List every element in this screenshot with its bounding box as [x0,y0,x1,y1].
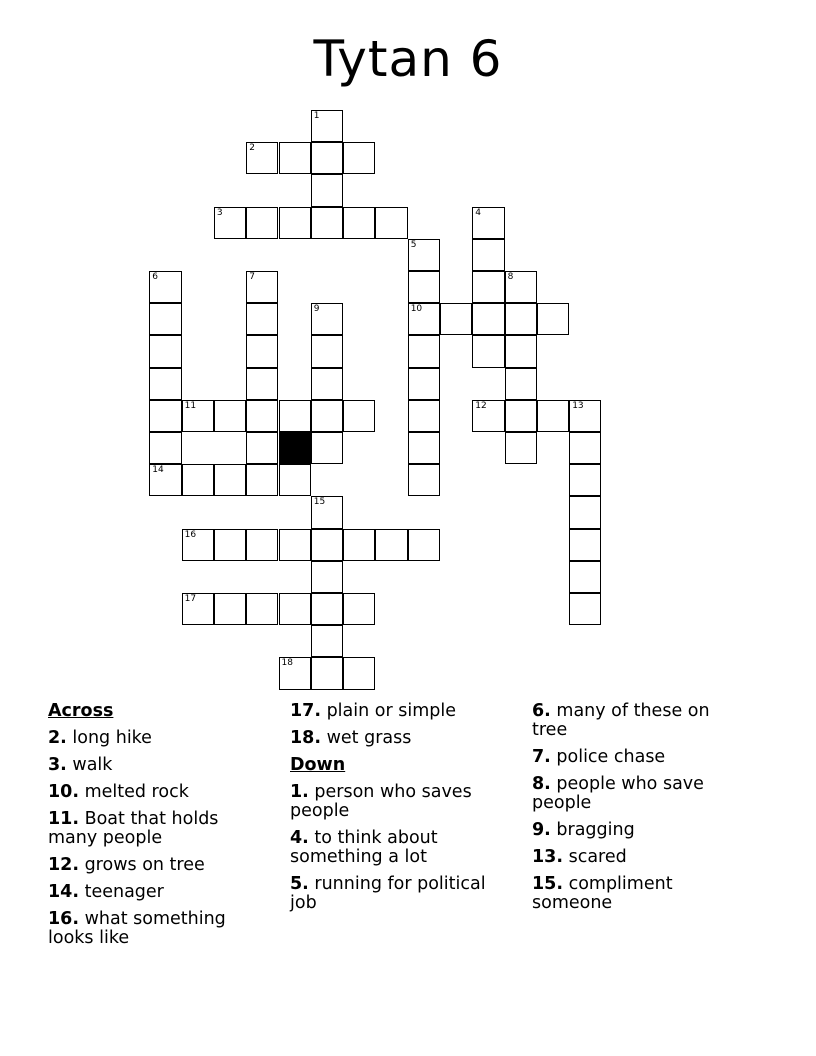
clue-number: 16. [48,909,80,929]
grid-cell[interactable] [408,400,440,432]
clue-text: person who saves people [290,782,472,821]
clue-text: wet grass [321,728,412,748]
clue-item [48,910,263,948]
grid-cell[interactable] [246,271,278,303]
grid-cell[interactable] [375,529,407,561]
grid-cell[interactable] [408,303,440,335]
grid-cell[interactable] [214,529,246,561]
clues-column-2 [290,702,512,921]
grid-cell[interactable] [182,464,214,496]
cell-number: 7 [249,272,255,282]
cell-number: 3 [216,207,223,218]
down-clue-list [290,783,512,913]
grid-cell[interactable] [279,593,311,625]
clue-item [532,821,747,840]
grid-cell[interactable] [311,110,343,142]
grid-cell[interactable] [472,207,504,239]
grid-cell[interactable] [311,561,343,593]
clue-number: 10. [48,782,80,802]
grid-cell[interactable] [375,207,407,239]
clue-number: 17. [290,701,322,721]
grid-cell[interactable] [311,368,343,400]
grid-cell[interactable] [149,368,181,400]
grid-cell[interactable] [569,561,601,593]
grid-cell[interactable] [149,335,181,367]
grid-cell[interactable] [569,593,601,625]
grid-cell[interactable] [343,657,375,689]
grid-cell[interactable] [505,400,537,432]
grid-cell[interactable] [311,207,343,239]
clue-item [48,883,263,902]
grid-cell[interactable] [182,593,214,625]
grid-cell[interactable] [246,593,278,625]
clue-item [48,756,263,775]
grid-cell[interactable] [182,529,214,561]
clue-number: 11. [48,809,80,829]
clue-number: 1. [290,782,309,802]
clues-column-3 [532,702,747,921]
across-clue-list [48,729,263,948]
cell-number: 17 [184,594,197,604]
grid-cell[interactable] [343,400,375,432]
clue-item [48,783,263,802]
clue-text: Boat that holds many people [48,809,219,848]
grid-cell[interactable] [246,207,278,239]
grid-cell[interactable] [149,432,181,464]
clue-number: 15. [532,874,564,894]
cell-number: 14 [152,465,164,476]
grid-cell[interactable] [279,529,311,561]
grid-cell[interactable] [149,303,181,335]
clue-number: 18. [290,728,322,748]
clues-column-1 [48,702,263,956]
clue-text: what something looks like [48,909,226,948]
grid-cell[interactable] [440,303,472,335]
cell-number: 15 [313,497,326,508]
grid-cell[interactable] [149,271,181,303]
cell-number: 4 [475,207,482,218]
clue-text: people who save people [532,774,704,813]
clue-number: 12. [48,855,80,875]
grid-cell[interactable] [505,432,537,464]
clue-text: police chase [550,747,666,767]
grid-cell[interactable] [214,207,246,239]
grid-cell[interactable] [311,432,343,464]
clue-item [532,848,747,867]
grid-cell[interactable] [279,207,311,239]
grid-cell[interactable] [408,529,440,561]
grid-cell[interactable] [246,368,278,400]
clue-item [48,729,263,748]
grid-cell[interactable] [569,529,601,561]
grid-cell[interactable] [472,400,504,432]
clue-text: bragging [550,820,635,840]
grid-cell[interactable] [505,368,537,400]
clue-item [290,702,512,721]
cell-number: 8 [507,272,514,282]
grid-cell[interactable] [343,593,375,625]
grid-cell[interactable] [505,271,537,303]
grid-cell[interactable] [149,400,181,432]
grid-cell[interactable] [408,368,440,400]
clue-item [290,783,512,821]
grid-cell[interactable] [246,400,278,432]
across-clue-list-continued [290,702,512,748]
grid-cell[interactable] [343,207,375,239]
grid-cell[interactable] [214,593,246,625]
grid-cell[interactable] [246,464,278,496]
grid-cell[interactable] [537,303,569,335]
clue-number: 3. [48,755,67,775]
grid-cell[interactable] [214,400,246,432]
cell-number: 6 [152,272,159,282]
cell-number: 11 [184,400,197,411]
clue-text: to think about something a lot [290,828,438,867]
grid-cell[interactable] [343,142,375,174]
clue-item [290,875,512,913]
clue-item [48,856,263,875]
grid-cell[interactable] [472,271,504,303]
grid-cell[interactable] [311,529,343,561]
clue-number: 8. [532,774,551,794]
clue-text: melted rock [79,782,189,802]
grid-cell[interactable] [311,400,343,432]
grid-cell[interactable] [246,335,278,367]
grid-cell[interactable] [569,464,601,496]
grid-cell[interactable] [149,464,181,496]
cell-number: 12 [475,400,487,411]
cell-number: 13 [572,400,584,411]
clue-number: 9. [532,820,551,840]
clue-text: compliment someone [532,874,673,913]
grid-cell[interactable] [311,142,343,174]
clue-number: 5. [290,874,309,894]
down-heading: Down [290,755,346,775]
grid-cell[interactable] [279,657,311,689]
grid-cell[interactable] [182,400,214,432]
clue-number: 14. [48,882,80,902]
grid-cell[interactable] [408,432,440,464]
cell-number: 1 [313,111,320,121]
grid-cell[interactable] [311,593,343,625]
clue-text: scared [563,847,627,867]
clue-text: teenager [79,882,164,902]
clue-item [290,729,512,748]
clue-text: long hike [66,728,152,748]
grid-cell[interactable] [311,335,343,367]
down-clue-list-continued [532,702,747,913]
cell-number: 16 [184,529,197,540]
clue-item [532,775,747,813]
grid-cell[interactable] [311,496,343,528]
across-heading: Across [48,701,114,721]
grid-cell[interactable] [246,529,278,561]
grid-cell[interactable] [408,271,440,303]
grid-cell[interactable] [569,432,601,464]
grid-cell[interactable] [569,400,601,432]
clue-text: running for political job [290,874,486,913]
grid-cell[interactable] [279,142,311,174]
clue-text: walk [66,755,113,775]
grid-cell[interactable] [537,400,569,432]
grid-cell[interactable] [505,303,537,335]
clue-text: many of these on tree [532,701,710,740]
grid-cell[interactable] [408,335,440,367]
grid-cell[interactable] [214,464,246,496]
clue-item [290,829,512,867]
grid-cell[interactable] [279,400,311,432]
grid-cell[interactable] [505,335,537,367]
clue-number: 4. [290,828,309,848]
clue-number: 2. [48,728,67,748]
cell-number: 2 [249,143,255,154]
grid-cell[interactable] [472,303,504,335]
clue-item [532,748,747,767]
grid-cell[interactable] [279,464,311,496]
clue-number: 13. [532,847,564,867]
clue-number: 6. [532,701,551,721]
cell-number: 18 [281,658,293,669]
grid-cell[interactable] [311,303,343,335]
grid-cell[interactable] [472,335,504,367]
blocked-cell [279,432,311,464]
cell-number: 5 [410,239,417,250]
clue-text: grows on tree [79,855,205,875]
grid-cell[interactable] [311,174,343,206]
grid-cell[interactable] [569,496,601,528]
cell-number: 9 [313,304,320,315]
grid-cell[interactable] [408,464,440,496]
clue-text: plain or simple [321,701,457,721]
clue-item [532,875,747,913]
grid-cell[interactable] [246,142,278,174]
grid-cell[interactable] [343,529,375,561]
clue-item [532,702,747,740]
cell-number: 10 [410,304,423,315]
grid-cell[interactable] [246,432,278,464]
clue-number: 7. [532,747,551,767]
clue-item [48,810,263,848]
grid-cell[interactable] [408,239,440,271]
grid-cell[interactable] [246,303,278,335]
grid-cell[interactable] [311,625,343,657]
puzzle-title: Tytan 6 [313,30,503,88]
grid-cell[interactable] [472,239,504,271]
grid-cell[interactable] [311,657,343,689]
